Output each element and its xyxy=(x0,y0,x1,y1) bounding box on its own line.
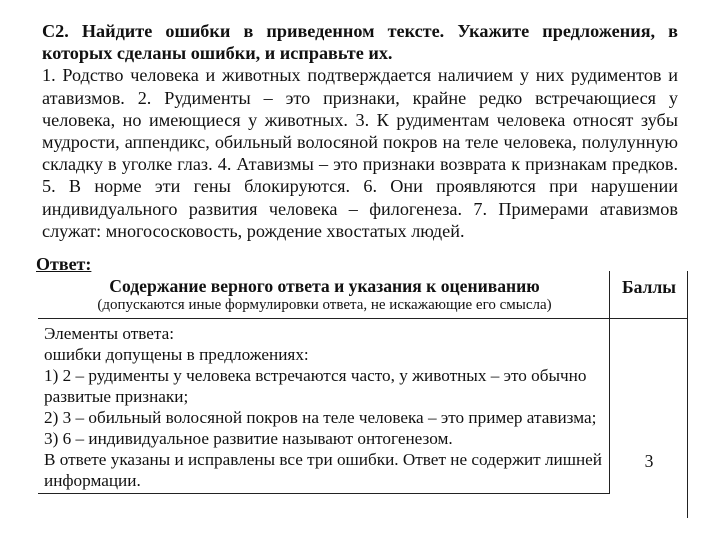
table-body-row xyxy=(38,319,688,494)
grading-table xyxy=(38,271,688,494)
header-title: Содержание верного ответа и указания к оцениванию xyxy=(109,276,540,296)
score-cell: 3 xyxy=(644,450,654,471)
answer-content-cell xyxy=(38,319,610,494)
answer-line: 1) 2 – рудименты у человека встречаются часто, у животных – это обычно развитые признаки; xyxy=(44,366,587,406)
header-subtitle: (допускаются иные формулировки ответа, не искажающие его смысла) xyxy=(97,297,552,313)
table-header-row xyxy=(38,271,688,319)
header-points: Баллы xyxy=(610,271,689,319)
header-content-cell xyxy=(38,271,610,319)
task-text xyxy=(42,20,678,242)
answer-label: Ответ: xyxy=(36,254,92,274)
answer-line: 2) 3 – обильный волосяной покров на теле человека – это пример атавизма; xyxy=(44,408,597,427)
task-heading: С2. Найдите ошибки в приведенном тексте. Укажите предложения, в которых сделаны ошибки, и исправьте их. xyxy=(42,21,678,64)
answer-line: ошибки допущены в предложениях: xyxy=(44,345,309,364)
answer-line: Элементы ответа: xyxy=(44,324,175,343)
table-right-border xyxy=(687,271,688,518)
answer-line: 3) 6 – индивидуальное развитие называют онтогенезом. xyxy=(44,429,453,448)
task-body: 1. Родство человека и животных подтверждается наличием у них рудиментов и атавизмов. 2. Рудименты – это признаки, крайне редко встречающиеся у человека, но имеющиеся у животных. 3. К рудиментам человека относят зубы мудрости, аппендикс, обильный волосяной покров на теле человека, полулунную складку в уголке глаз. 4. Атавизмы – это признаки возврата к признакам предков. 5. В норме эти гены блокируются. 6. Они проявляются при нарушении индивидуального развития человека – филогенеза. 7. Примерами атавизмов служат: многососковость, рождение хвостатых людей. xyxy=(42,65,678,241)
answer-line: В ответе указаны и исправлены все три ошибки. Ответ не содержит лишней информации. xyxy=(44,450,602,490)
